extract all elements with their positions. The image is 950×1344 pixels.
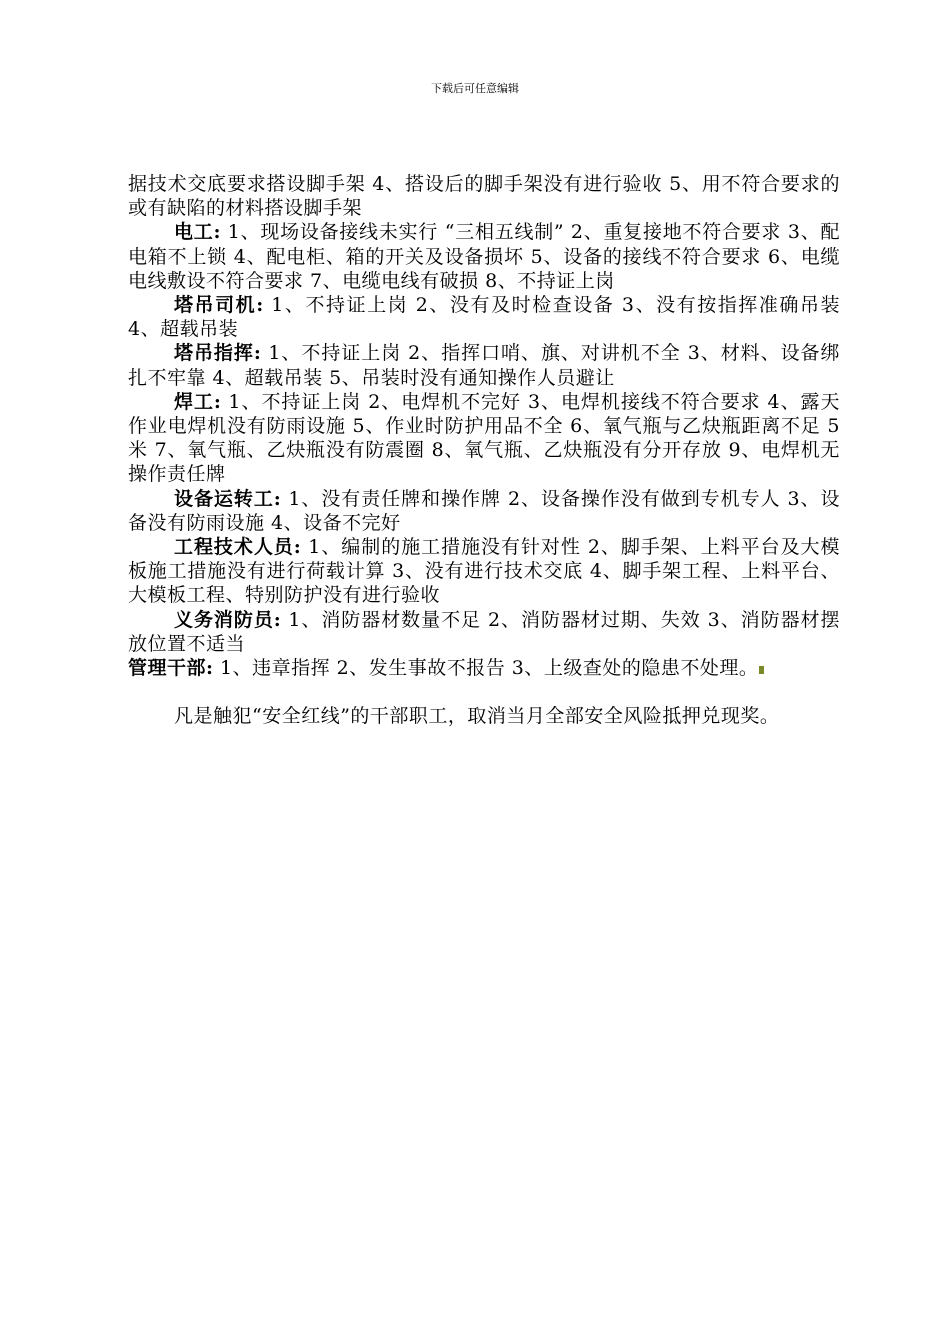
role-label: 管理干部:: [128, 657, 214, 680]
role-label: 电工:: [174, 221, 221, 244]
role-label: 义务消防员:: [174, 608, 282, 631]
paragraph-crane-driver: [128, 293, 840, 341]
role-label: 焊工:: [174, 390, 222, 413]
paragraph-text: 1、编制的施工措施没有针对性 2、脚手架、上料平台及大模板施工措施没有进行荷载计算 3、没有进行技术交底 4、脚手架工程、上料平台、大模板工程、特别防护没有进行验收: [128, 536, 840, 607]
paragraph-continuation: [128, 172, 840, 220]
paragraph-volunteer-firefighter: [128, 608, 840, 656]
paragraph-text: 据技术交底要求搭设脚手架 4、搭设后的脚手架没有进行验收 5、用不符合要求的或有缺陷的材料搭设脚手架: [128, 173, 840, 220]
role-label: 设备运转工:: [174, 487, 282, 510]
paragraph-management: [128, 656, 840, 680]
body-text: [128, 172, 840, 728]
paragraph-text: 1、违章指挥 2、发生事故不报告 3、上级查处的隐患不处理。: [213, 657, 759, 680]
paragraph-text: 1、不持证上岗 2、电焊机不完好 3、电焊机接线不符合要求 4、露天作业电焊机没有防雨设施 5、作业时防护用品不全 6、氧气瓶与乙炔瓶距离不足 5 米 7、氧气瓶、乙炔瓶没有防震圈 8、氧气瓶、乙炔瓶没有分开存放 9、电焊机无操作责任牌: [128, 390, 841, 486]
paragraph-welder: [128, 390, 840, 487]
role-label: 塔吊指挥:: [174, 342, 262, 365]
paragraph-text: 1、消防器材数量不足 2、消防器材过期、失效 3、消防器材摆放位置不适当: [128, 608, 841, 655]
paragraph-text: 1、不持证上岗 2、指挥口哨、旗、对讲机不全 3、材料、设备绑扎不牢靠 4、超载吊装 5、吊装时没有通知操作人员避让: [128, 342, 840, 389]
paragraph-text: 1、现场设备接线未实行 “三相五线制” 2、重复接地不符合要求 3、配电箱不上锁 4、配电柜、箱的开关及设备损坏 5、设备的接线不符合要求 6、电缆电线敷设不符合要求 7、电缆电线有破损 8、不持证上岗: [128, 221, 840, 292]
closing-text: 凡是触犯“安全红线”的干部职工，取消当月全部安全风险抵押兑现奖。: [174, 705, 780, 728]
header-note: 下载后可任意编辑: [431, 82, 519, 95]
paragraph-electrician: [128, 220, 840, 293]
role-label: 工程技术人员:: [174, 536, 302, 559]
paragraph-closing: [128, 704, 840, 728]
paragraph-technical-staff: [128, 535, 840, 608]
paragraph-text: 1、没有责任牌和操作牌 2、设备操作没有做到专机专人 3、设备没有防雨设施 4、设备不完好: [128, 487, 841, 534]
paragraph-mark-icon: [759, 666, 764, 674]
paragraph-text: 1、不持证上岗 2、没有及时检查设备 3、没有按指挥准确吊装 4、超载吊装: [128, 294, 840, 341]
spacer: [128, 680, 840, 704]
role-label: 塔吊司机:: [174, 294, 264, 317]
paragraph-equipment-operator: [128, 487, 840, 535]
paragraph-crane-signaller: [128, 341, 840, 389]
